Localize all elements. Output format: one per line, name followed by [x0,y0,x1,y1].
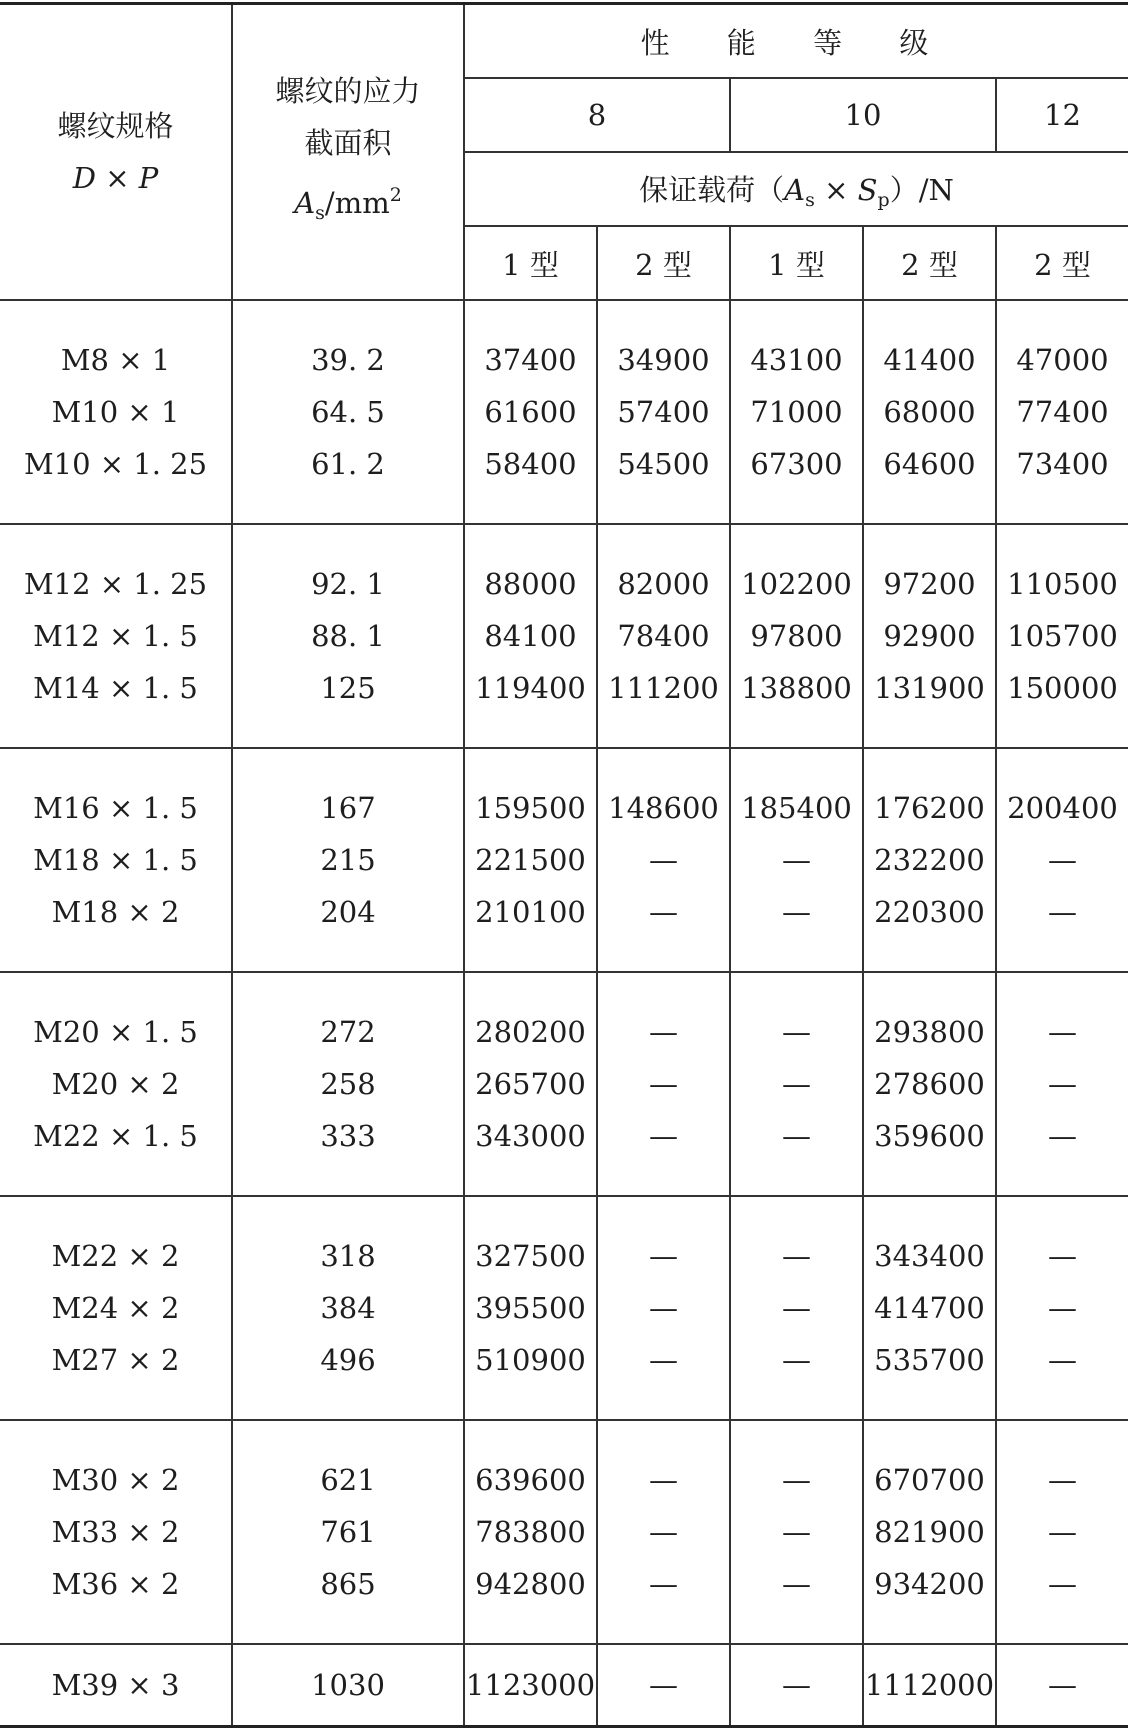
table-value: 395500 [475,1291,586,1325]
table-value: 221500 [475,843,586,877]
table-value: 639600 [475,1463,586,1497]
table-body [0,300,1128,1727]
table-value: 670700 [874,1463,985,1497]
table-value: 78400 [617,619,710,653]
table-value: 865 [320,1567,376,1601]
table-value: — [1048,1668,1077,1702]
table-value: 333 [320,1119,376,1153]
table-value: 783800 [475,1515,586,1549]
table-value: — [1048,1067,1077,1101]
thread-spec-cell [0,1644,232,1727]
table-value: 265700 [475,1067,586,1101]
thread-spec-cell [0,1420,232,1644]
grade8-type1-cell [464,748,597,972]
table-value: M30 × 2 [51,1463,180,1497]
grade10-type2-cell [863,1196,996,1420]
table-value: 41400 [883,343,976,377]
table-value: 64. 5 [311,395,385,429]
table-value: — [649,1291,678,1325]
table-value: — [782,1463,811,1497]
table-value: 39. 2 [311,343,385,377]
table-value: 176200 [874,791,985,825]
grade8-type1-cell [464,1420,597,1644]
table-value: 88. 1 [311,619,385,653]
table-value: M18 × 2 [51,895,180,929]
table-value: 496 [320,1343,376,1377]
table-value: 61600 [484,395,577,429]
table-value: 934200 [874,1567,985,1601]
type-header-8-2: 2 型 [597,226,730,300]
stress-area-cell [232,1196,464,1420]
table-value: M24 × 2 [51,1291,180,1325]
table-value: M27 × 2 [51,1343,180,1377]
table-value: 43100 [750,343,843,377]
table-value: 47000 [1016,343,1109,377]
stress-area-cell [232,1644,464,1727]
stress-area-header [232,4,464,301]
table-value: — [782,1668,811,1702]
table-value: — [782,1343,811,1377]
table-value: — [782,1567,811,1601]
grade12-type2-cell [996,300,1128,524]
table-value: 510900 [475,1343,586,1377]
table-value: 92900 [883,619,976,653]
table-value: — [782,1119,811,1153]
table-value: 1123000 [465,1668,596,1702]
stress-area-cell [232,748,464,972]
table-value: — [649,1515,678,1549]
thread-spec-symbol: D × P [72,161,159,195]
table-value: 220300 [874,895,985,929]
row-group [0,972,1128,1196]
grade12-type2-cell [996,524,1128,748]
thread-spec-cell [0,972,232,1196]
proof-load-header: 保证载荷$(A_s \times S_p)/N$ [464,152,1128,226]
table-value: 97800 [750,619,843,653]
performance-grade-header: 性 能 等 级 [464,4,1128,79]
thread-spec-label: 螺纹规格 [57,109,174,143]
stress-area-cell [232,972,464,1196]
grade10-type1-cell [730,748,863,972]
grade12-type2-cell [996,1196,1128,1420]
table-value: — [782,1067,811,1101]
type-header-10-2: 2 型 [863,226,996,300]
table-value: 138800 [741,671,852,705]
table-value: 1112000 [864,1668,995,1702]
table-value: — [649,1239,678,1273]
table-value: 318 [320,1239,376,1273]
table-value: — [782,1239,811,1273]
table-value: 293800 [874,1015,985,1049]
type-header-12-2: 2 型 [996,226,1128,300]
stress-area-cell [232,524,464,748]
table-value: — [1048,843,1077,877]
table-value: 57400 [617,395,710,429]
table-value: — [649,1119,678,1153]
grade-10-header: 10 [730,78,996,152]
table-value: — [782,895,811,929]
table-value: M10 × 1 [51,395,180,429]
table-value: 77400 [1016,395,1109,429]
table-value: 272 [320,1015,376,1049]
table-value: 68000 [883,395,976,429]
table-value: M18 × 1. 5 [33,843,198,877]
grade10-type1-cell [730,1196,863,1420]
table-value: — [1048,895,1077,929]
table-value: 258 [320,1067,376,1101]
row-group [0,1420,1128,1644]
table-value: 942800 [475,1567,586,1601]
table-value: 58400 [484,447,577,481]
table-value: — [649,1015,678,1049]
grade10-type1-cell [730,1420,863,1644]
row-group [0,1196,1128,1420]
table-value: — [1048,1463,1077,1497]
table-value: 821900 [874,1515,985,1549]
table-value: M33 × 2 [51,1515,180,1549]
table-value: 210100 [475,895,586,929]
table-value: M14 × 1. 5 [33,671,198,705]
table-value: — [649,1463,678,1497]
table-value: 232200 [874,843,985,877]
grade10-type1-cell [730,300,863,524]
table-value: 102200 [741,567,852,601]
grade10-type1-cell [730,972,863,1196]
table-value: M39 × 3 [51,1668,180,1702]
table-value: 200400 [1007,791,1118,825]
table-value: 159500 [475,791,586,825]
proof-load-table [0,2,1128,1728]
table-value: M20 × 1. 5 [33,1015,198,1049]
grade8-type1-cell [464,300,597,524]
table-value: 119400 [475,671,586,705]
table-value: 148600 [608,791,719,825]
table-value: — [649,895,678,929]
table-value: 61. 2 [311,447,385,481]
thread-spec-cell [0,748,232,972]
stress-area-unit: $A_s/mm^2$ [294,184,402,224]
table-value: M10 × 1. 25 [23,447,208,481]
table-value: M8 × 1 [60,343,171,377]
row-group [0,748,1128,972]
table-value: 88000 [484,567,577,601]
table-value: — [1048,1291,1077,1325]
table-value: — [1048,1343,1077,1377]
table-value: 97200 [883,567,976,601]
stress-area-label-line2: 截面积 [304,126,392,160]
table-value: 384 [320,1291,376,1325]
table-value: 414700 [874,1291,985,1325]
table-value: 215 [320,843,376,877]
table-value: — [649,1668,678,1702]
grade8-type2-cell [597,748,730,972]
table-value: 343400 [874,1239,985,1273]
table-value: 185400 [741,791,852,825]
table-value: M12 × 1. 25 [23,567,208,601]
table-value: 131900 [874,671,985,705]
stress-area-cell [232,300,464,524]
row-group [0,300,1128,524]
table-value: 204 [320,895,376,929]
table-value: — [1048,1515,1077,1549]
thread-spec-cell [0,524,232,748]
thread-spec-cell [0,300,232,524]
table-value: 761 [320,1515,376,1549]
table-value: 82000 [617,567,710,601]
grade-12-header: 12 [996,78,1128,152]
table-value: 34900 [617,343,710,377]
table-value: M16 × 1. 5 [33,791,198,825]
grade10-type2-cell [863,300,996,524]
stress-area-label-line1: 螺纹的应力 [275,74,421,108]
table-value: — [782,1515,811,1549]
table-value: 54500 [617,447,710,481]
table-value: 125 [320,671,376,705]
row-group [0,524,1128,748]
table-value: 67300 [750,447,843,481]
table-value: 359600 [874,1119,985,1153]
table-value: 327500 [475,1239,586,1273]
table-value: 1030 [311,1668,385,1702]
grade8-type1-cell [464,1644,597,1727]
table-value: — [649,843,678,877]
table-value: 92. 1 [311,567,385,601]
table-value: — [649,1343,678,1377]
table-value: — [1048,1567,1077,1601]
grade8-type2-cell [597,1420,730,1644]
table-value: 37400 [484,343,577,377]
grade10-type2-cell [863,748,996,972]
table-value: — [1048,1119,1077,1153]
table-value: 278600 [874,1067,985,1101]
table-value: 110500 [1007,567,1118,601]
grade8-type2-cell [597,300,730,524]
table-value: 111200 [608,671,719,705]
grade10-type2-cell [863,1644,996,1727]
table-value: — [782,1015,811,1049]
row-group [0,1644,1128,1727]
grade8-type2-cell [597,1644,730,1727]
type-header-10-1: 1 型 [730,226,863,300]
grade12-type2-cell [996,972,1128,1196]
grade10-type1-cell [730,1644,863,1727]
table-value: M36 × 2 [51,1567,180,1601]
table-value: — [1048,1239,1077,1273]
grade-8-header: 8 [464,78,730,152]
table-value: M12 × 1. 5 [33,619,198,653]
table-value: 343000 [475,1119,586,1153]
table-value: — [1048,1015,1077,1049]
grade8-type2-cell [597,524,730,748]
table-value: — [782,843,811,877]
table-value: 621 [320,1463,376,1497]
stress-area-cell [232,1420,464,1644]
table-value: 71000 [750,395,843,429]
grade8-type1-cell [464,1196,597,1420]
table-value: 280200 [475,1015,586,1049]
thread-spec-cell [0,1196,232,1420]
grade10-type2-cell [863,524,996,748]
table-value: M22 × 1. 5 [33,1119,198,1153]
type-header-8-1: 1 型 [464,226,597,300]
table-value: 64600 [883,447,976,481]
table-value: 73400 [1016,447,1109,481]
grade8-type2-cell [597,1196,730,1420]
grade8-type1-cell [464,524,597,748]
table-value: 105700 [1007,619,1118,653]
table-value: 167 [320,791,376,825]
grade12-type2-cell [996,748,1128,972]
table-value: — [782,1291,811,1325]
table-value: — [649,1067,678,1101]
thread-spec-header [0,4,232,301]
table-value: M20 × 2 [51,1067,180,1101]
grade8-type1-cell [464,972,597,1196]
table-value: M22 × 2 [51,1239,180,1273]
grade10-type2-cell [863,1420,996,1644]
table-value: 535700 [874,1343,985,1377]
grade10-type1-cell [730,524,863,748]
grade12-type2-cell [996,1644,1128,1727]
table-value: 84100 [484,619,577,653]
table-value: — [649,1567,678,1601]
grade10-type2-cell [863,972,996,1196]
table-value: 150000 [1007,671,1118,705]
grade12-type2-cell [996,1420,1128,1644]
grade8-type2-cell [597,972,730,1196]
